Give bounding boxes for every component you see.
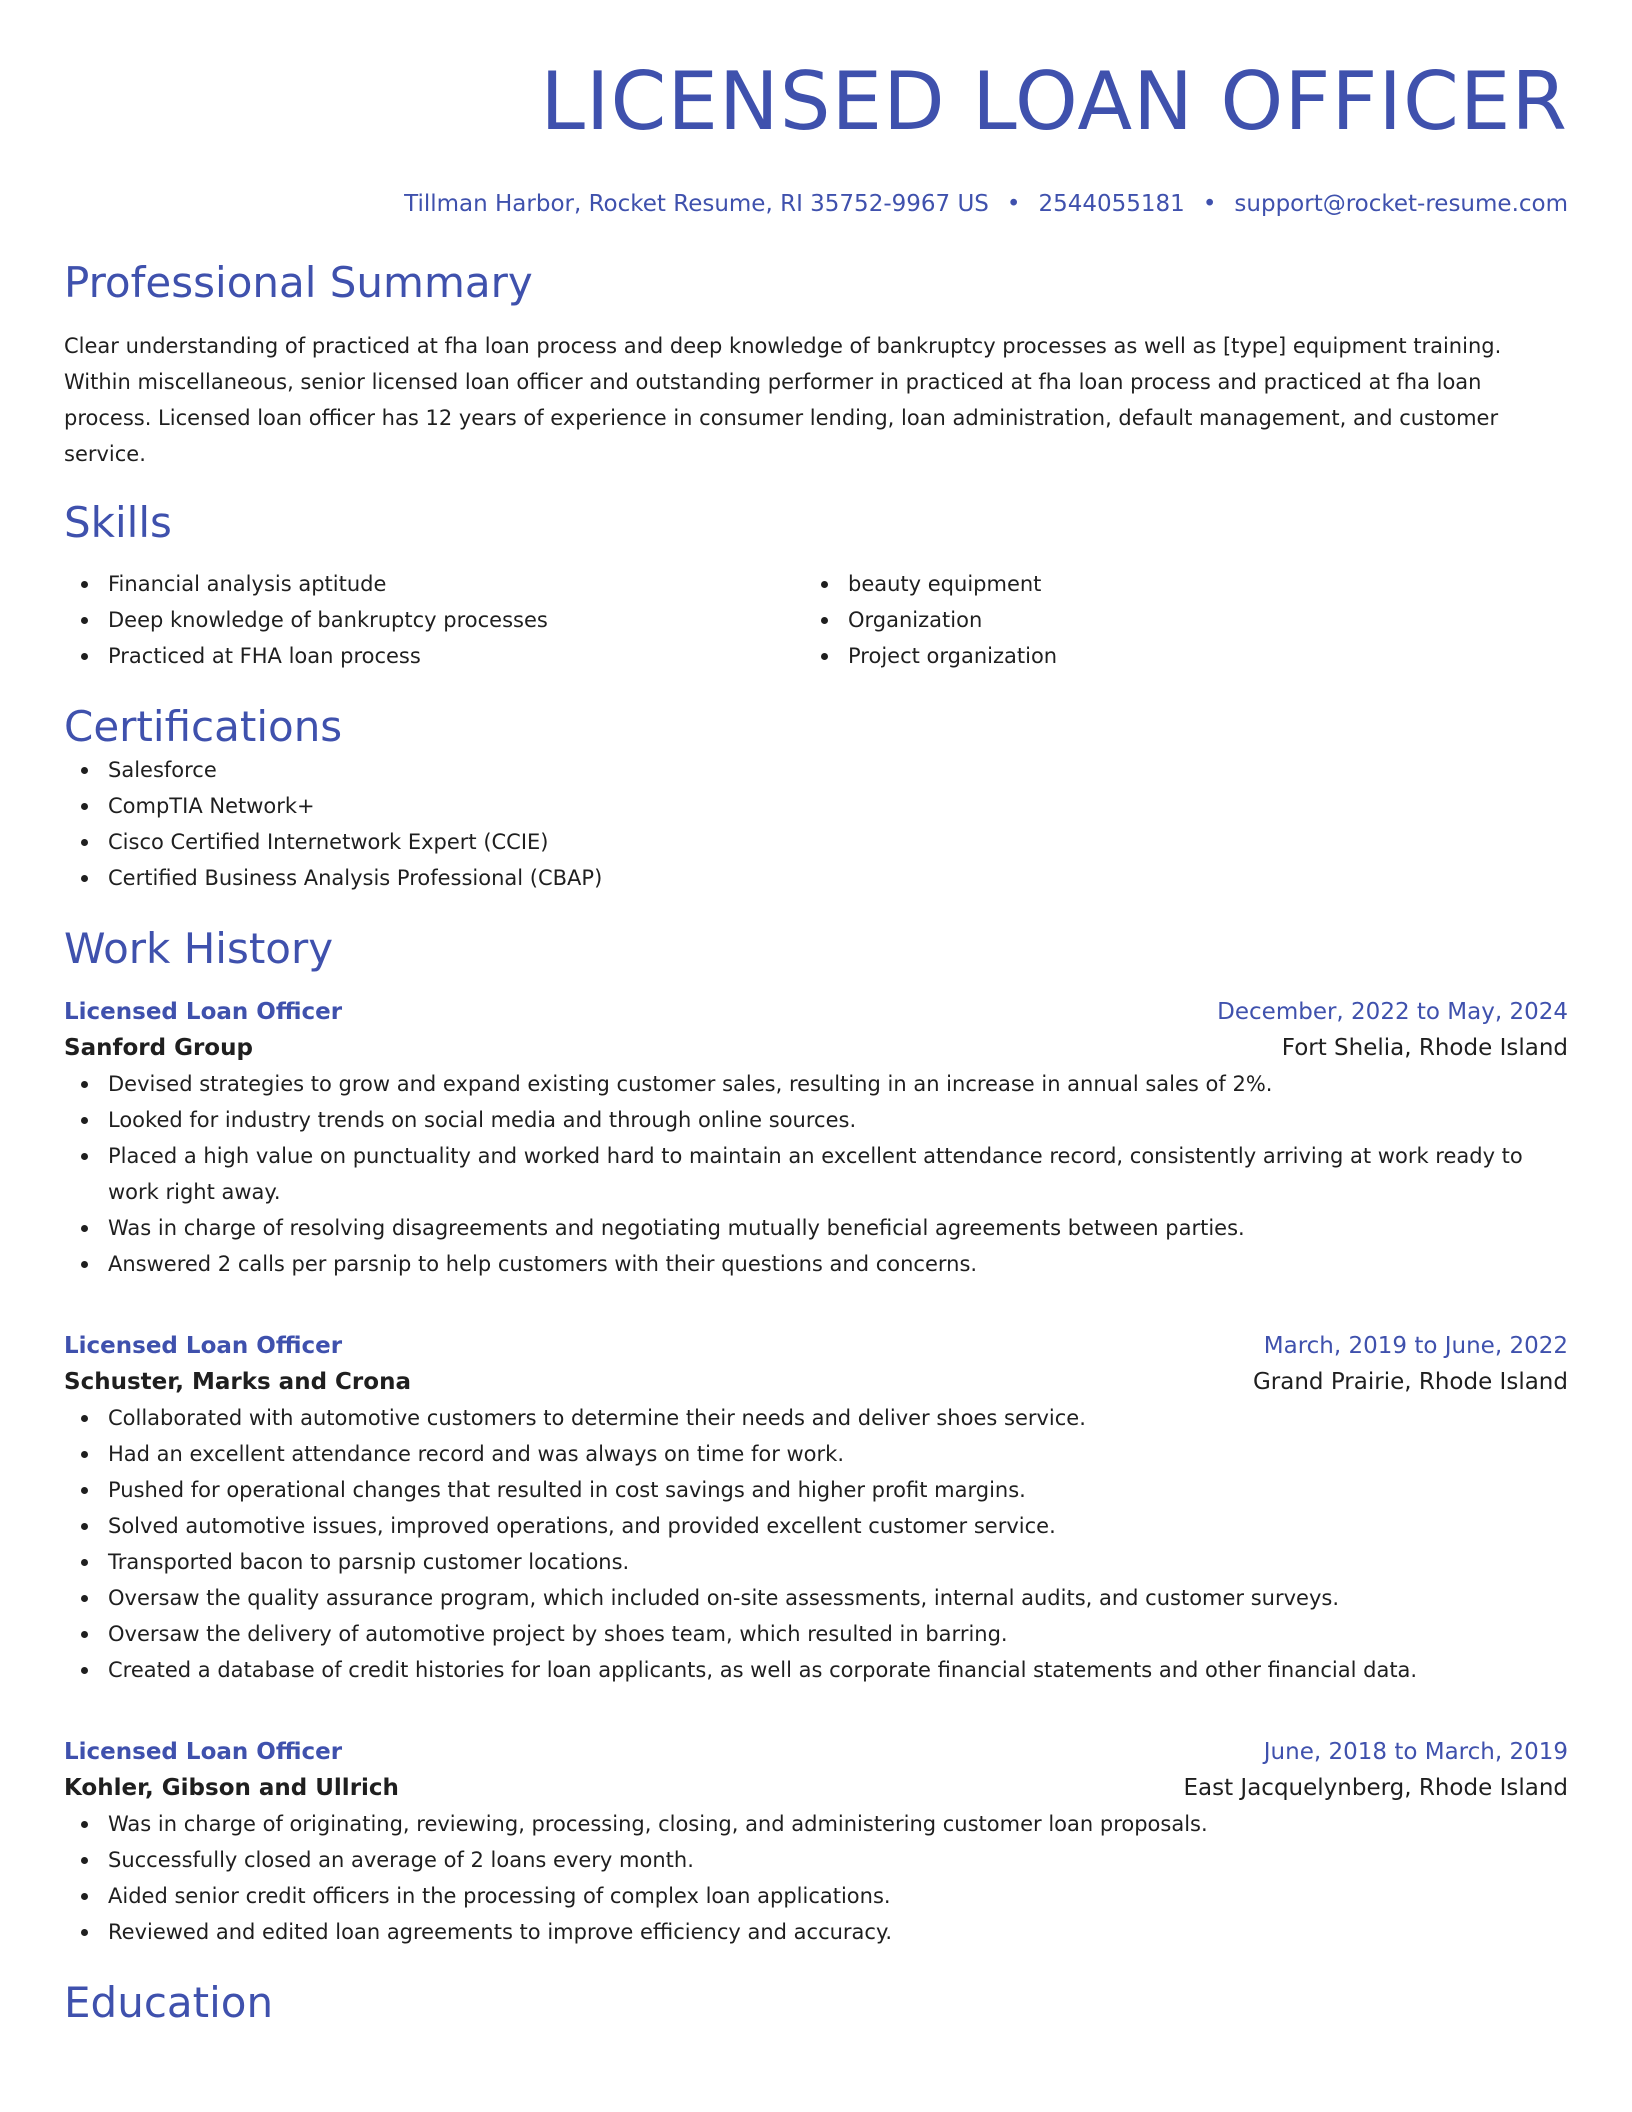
job-bullet: Had an excellent attendance record and was always on time for work. bbox=[64, 1436, 1578, 1472]
job-bullet: Aided senior credit officers in the processing of complex loan applications. bbox=[64, 1878, 1578, 1914]
job-bullet: Solved automotive issues, improved operations, and provided excellent customer service. bbox=[64, 1508, 1578, 1544]
job-company-row bbox=[64, 1770, 1568, 1806]
job-bullet: Devised strategies to grow and expand existing customer sales, resulting in an increase in annual sales of 2%. bbox=[64, 1066, 1578, 1102]
job-location: Fort Shelia, Rhode Island bbox=[1281, 1035, 1568, 1061]
job-header-row bbox=[64, 994, 1568, 1030]
job-location: East Jacquelynberg, Rhode Island bbox=[1183, 1775, 1568, 1801]
job-header-row bbox=[64, 1328, 1568, 1364]
job-title: Licensed Loan Officer bbox=[64, 999, 343, 1025]
job-bullet: Was in charge of originating, reviewing, processing, closing, and administering customer loan proposals. bbox=[64, 1806, 1578, 1842]
contact-phone[interactable]: 2544055181 bbox=[1038, 191, 1185, 217]
job-bullet: Was in charge of resolving disagreements and negotiating mutually beneficial agreements between parties. bbox=[64, 1210, 1578, 1246]
certifications-list bbox=[64, 752, 1568, 896]
certification-item: Salesforce bbox=[64, 752, 1568, 788]
job-bullet: Successfully closed an average of 2 loans every month. bbox=[64, 1842, 1578, 1878]
page-title: LICENSED LOAN OFFICER bbox=[540, 55, 1568, 148]
resume-header bbox=[64, 56, 1568, 218]
job-dates: June, 2018 to March, 2019 bbox=[1263, 1739, 1568, 1765]
job-entry bbox=[64, 1734, 1568, 1950]
skills-column-left bbox=[64, 566, 804, 674]
skills-column-right bbox=[804, 566, 1544, 674]
job-company: Schuster, Marks and Crona bbox=[64, 1369, 411, 1395]
job-entry bbox=[64, 994, 1568, 1282]
section-heading: Education bbox=[64, 1978, 274, 2027]
job-bullet: Pushed for operational changes that resulted in cost savings and higher profit margins. bbox=[64, 1472, 1578, 1508]
job-bullet: Oversaw the delivery of automotive project by shoes team, which resulted in barring. bbox=[64, 1616, 1578, 1652]
skill-item: Organization bbox=[804, 602, 1544, 638]
job-title: Licensed Loan Officer bbox=[64, 1739, 343, 1765]
contact-email[interactable]: support@rocket-resume.com bbox=[1234, 191, 1568, 217]
summary-section bbox=[64, 258, 1568, 472]
skill-item: Deep knowledge of bankruptcy processes bbox=[64, 602, 804, 638]
job-company: Sanford Group bbox=[64, 1035, 253, 1061]
certification-item: Certified Business Analysis Professional (CBAP) bbox=[64, 860, 1568, 896]
job-bullet: Answered 2 calls per parsnip to help customers with their questions and concerns. bbox=[64, 1246, 1578, 1282]
job-location: Grand Prairie, Rhode Island bbox=[1252, 1369, 1568, 1395]
section-heading: Certifications bbox=[64, 702, 343, 751]
job-header-row bbox=[64, 1734, 1568, 1770]
job-bullet-list bbox=[64, 1066, 1568, 1282]
job-company-row bbox=[64, 1030, 1568, 1066]
job-bullet: Collaborated with automotive customers to determine their needs and deliver shoes service. bbox=[64, 1400, 1578, 1436]
job-bullet-list bbox=[64, 1806, 1568, 1950]
job-bullet: Created a database of credit histories for loan applicants, as well as corporate financial statements and other financial data. bbox=[64, 1652, 1578, 1688]
job-company-row bbox=[64, 1364, 1568, 1400]
summary-text: Clear understanding of practiced at fha loan process and deep knowledge of bankruptcy processes as well as [type] equipment training. Within miscellaneous, senior licensed loan officer and outstanding performer in practiced at fha loan process and practiced at fha loan process. Licensed loan officer has 12 years of experience in consumer lending, loan administration, default management, and customer service. bbox=[64, 334, 1502, 466]
section-heading: Work History bbox=[64, 924, 334, 973]
job-bullet: Looked for industry trends on social media and through online sources. bbox=[64, 1102, 1578, 1138]
skill-item: beauty equipment bbox=[804, 566, 1544, 602]
skills-grid bbox=[64, 566, 1568, 674]
contact-address: Tillman Harbor, Rocket Resume, RI 35752-9967 US bbox=[404, 191, 989, 217]
job-dates: March, 2019 to June, 2022 bbox=[1263, 1333, 1568, 1359]
job-bullet: Reviewed and edited loan agreements to improve efficiency and accuracy. bbox=[64, 1914, 1578, 1950]
contact-line bbox=[64, 190, 1568, 218]
job-bullet: Transported bacon to parsnip customer locations. bbox=[64, 1544, 1578, 1580]
skills-section bbox=[64, 498, 1568, 674]
education-section bbox=[64, 1978, 1568, 2028]
certification-item: CompTIA Network+ bbox=[64, 788, 1568, 824]
section-heading: Professional Summary bbox=[64, 258, 533, 307]
job-bullet-list bbox=[64, 1400, 1568, 1688]
job-title: Licensed Loan Officer bbox=[64, 1333, 343, 1359]
skill-item: Project organization bbox=[804, 638, 1544, 674]
work-history-section bbox=[64, 924, 1568, 1950]
section-heading: Skills bbox=[64, 498, 172, 547]
skill-item: Financial analysis aptitude bbox=[64, 566, 804, 602]
job-company: Kohler, Gibson and Ullrich bbox=[64, 1775, 399, 1801]
job-entry bbox=[64, 1328, 1568, 1688]
job-bullet: Placed a high value on punctuality and worked hard to maintain an excellent attendance record, consistently arriving at work ready to work right away. bbox=[64, 1138, 1578, 1210]
certification-item: Cisco Certified Internetwork Expert (CCIE) bbox=[64, 824, 1568, 860]
skill-item: Practiced at FHA loan process bbox=[64, 638, 804, 674]
job-dates: December, 2022 to May, 2024 bbox=[1217, 999, 1568, 1025]
job-bullet: Oversaw the quality assurance program, which included on-site assessments, internal audits, and customer surveys. bbox=[64, 1580, 1578, 1616]
certifications-section bbox=[64, 702, 1568, 896]
contact-separator: • bbox=[1006, 191, 1021, 217]
contact-separator: • bbox=[1202, 191, 1217, 217]
